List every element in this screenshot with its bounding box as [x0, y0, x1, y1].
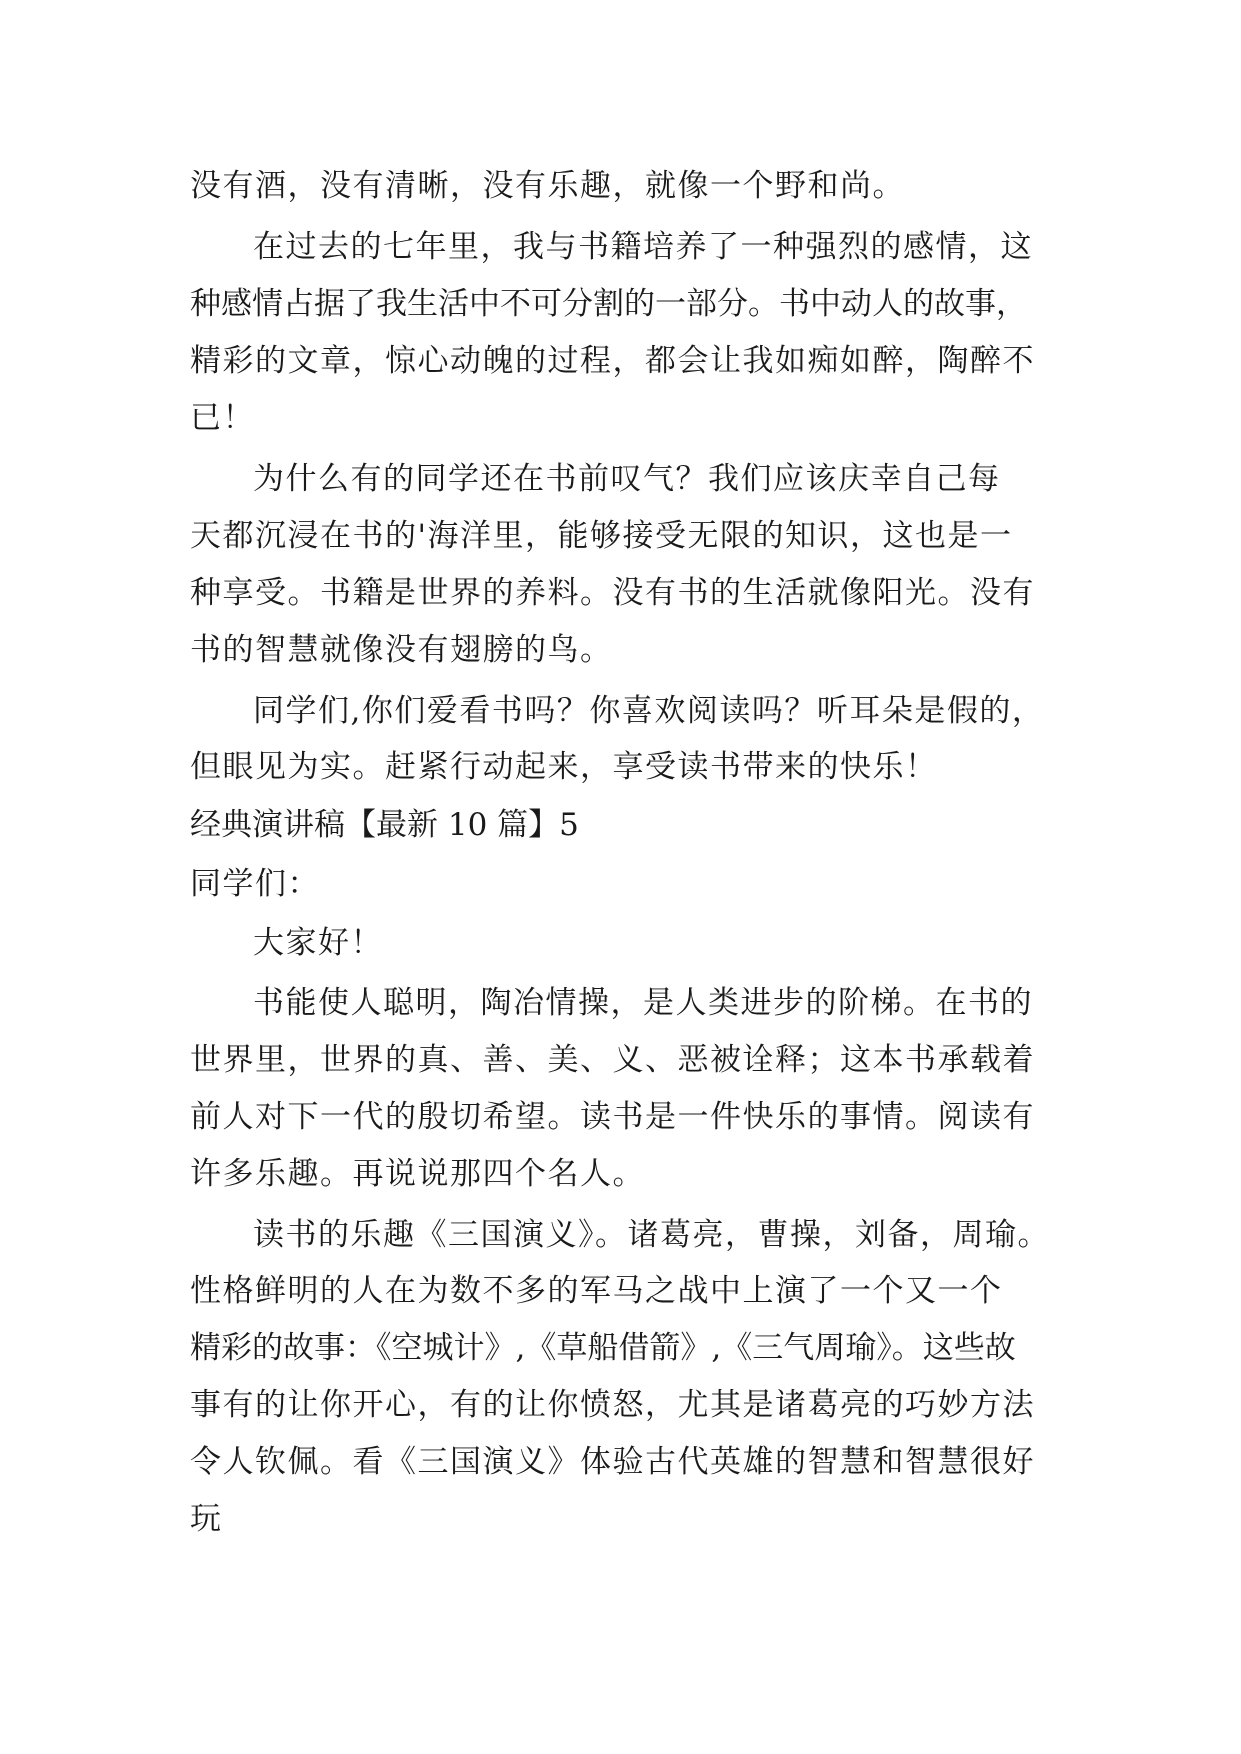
paragraph-first-line: 读书的乐趣《三国演义》。诸葛亮，曹操，刘备，周瑜。 [253, 1217, 1050, 1253]
paragraph-first-line: 书能使人聪明，陶冶情操，是人类进步的阶梯。在书的 [253, 985, 1033, 1021]
text-line: 精彩的故事：《空城计》,《草船借箭》,《三气周瑜》。这些故 [190, 1330, 1016, 1366]
text-line: 性格鲜明的人在为数不多的军马之战中上演了一个又一个 [190, 1273, 1003, 1309]
text-line: 玩 [190, 1501, 223, 1537]
text-line: 许多乐趣。再说说那四个名人。 [190, 1156, 645, 1192]
text-line: 世界里，世界的真、善、美、义、恶被诠释；这本书承载着 [190, 1042, 1035, 1078]
text-line: 但眼见为实。赶紧行动起来，享受读书带来的快乐！ [190, 749, 938, 785]
text-line: 令人钦佩。看《三国演义》体验古代英雄的智慧和智慧很好 [190, 1444, 1035, 1480]
text-line: 书的智慧就像没有翅膀的鸟。 [190, 632, 613, 668]
section-heading: 经典演讲稿【最新 10 篇】5 [190, 807, 579, 843]
text-line: 天都沉浸在书的'海洋里，能够接受无限的知识，这也是一 [190, 518, 1013, 554]
text-line: 前人对下一代的殷切希望。读书是一件快乐的事情。阅读有 [190, 1099, 1035, 1135]
greeting: 大家好！ [253, 925, 383, 961]
paragraph-first-line: 在过去的七年里，我与书籍培养了一种强烈的感情，这 [253, 229, 1033, 265]
text-line: 种享受。书籍是世界的养料。没有书的生活就像阳光。没有 [190, 575, 1035, 611]
text-line: 事有的让你开心，有的让你愤怒，尤其是诸葛亮的巧妙方法 [190, 1387, 1035, 1423]
paragraph-first-line: 同学们,你们爱看书吗？你喜欢阅读吗？听耳朵是假的， [253, 693, 1045, 729]
text-line: 种感情占据了我生活中不可分割的一部分。书中动人的故事， [190, 286, 1027, 322]
paragraph-first-line: 为什么有的同学还在书前叹气？我们应该庆幸自己每 [253, 461, 1001, 497]
text-line: 没有酒，没有清晰，没有乐趣，就像一个野和尚。 [190, 168, 905, 204]
text-line: 已！ [190, 400, 255, 436]
text-line: 精彩的文章，惊心动魄的过程，都会让我如痴如醉，陶醉不 [190, 343, 1035, 379]
salutation: 同学们： [190, 866, 320, 902]
